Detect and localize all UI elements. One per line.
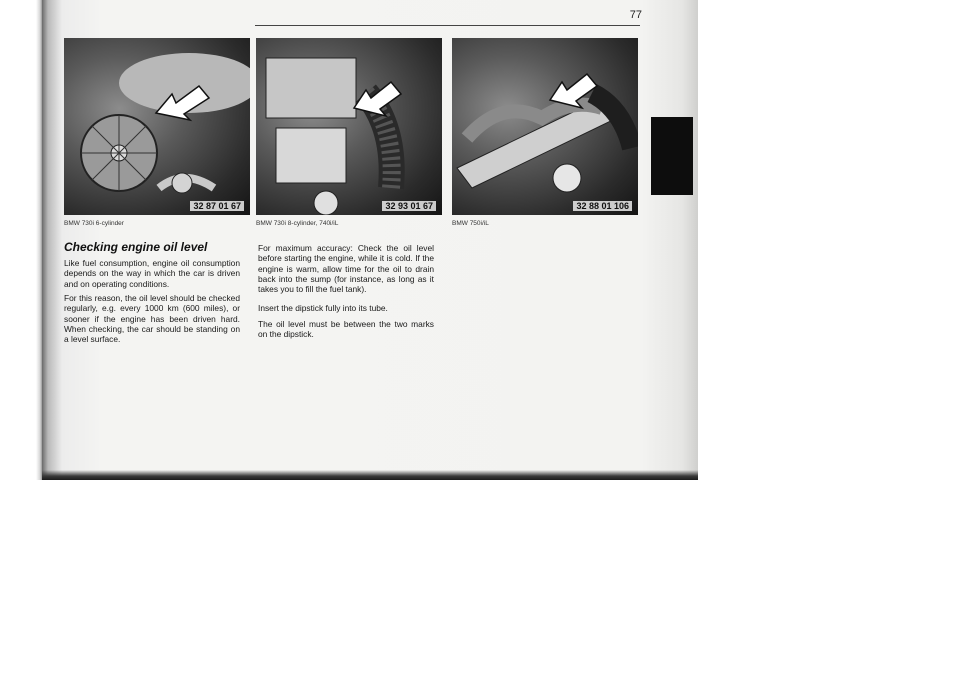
paragraph: For maximum accuracy: Check the oil level before starting the engine, while it is cold. If the engine is warm, allow time for the oil to drain back into the sump (for instance, as long as it takes you to fill the fuel tank). — [258, 243, 434, 295]
figure-code: 32 93 01 67 — [382, 201, 436, 211]
figure-code: 32 88 01 106 — [573, 201, 632, 211]
engine-drawing — [64, 38, 250, 215]
paragraph: Like fuel consumption, engine oil consumption depends on the way in which the car is driven and on operating conditions. — [64, 258, 240, 289]
thumb-index-tab — [651, 117, 693, 195]
paragraph: The oil level must be between the two marks on the dipstick. — [258, 319, 434, 340]
header-rule — [255, 25, 640, 26]
scan-bottom-shadow — [42, 470, 698, 480]
engine-drawing — [256, 38, 442, 215]
page-number: 77 — [629, 9, 642, 21]
figure-code: 32 87 01 67 — [190, 201, 244, 211]
engine-photo-8-cylinder — [256, 38, 442, 215]
figure-caption: BMW 730i 6-cylinder — [64, 220, 124, 227]
engine-photo-12-cylinder — [452, 38, 638, 215]
section-heading: Checking engine oil level — [64, 240, 208, 254]
paragraph: Insert the dipstick fully into its tube. — [258, 303, 388, 313]
engine-drawing — [452, 38, 638, 215]
figure-caption: BMW 730i 8-cylinder, 740i/iL — [256, 220, 339, 227]
paragraph: For this reason, the oil level should be checked regularly, e.g. every 1000 km (600 miles), or sooner if the engine has been driven hard. When checking, the car should be standing on a level surface. — [64, 293, 240, 345]
figure-caption: BMW 750i/iL — [452, 220, 489, 227]
scan-edge — [0, 0, 42, 480]
engine-photo-6-cylinder — [64, 38, 250, 215]
